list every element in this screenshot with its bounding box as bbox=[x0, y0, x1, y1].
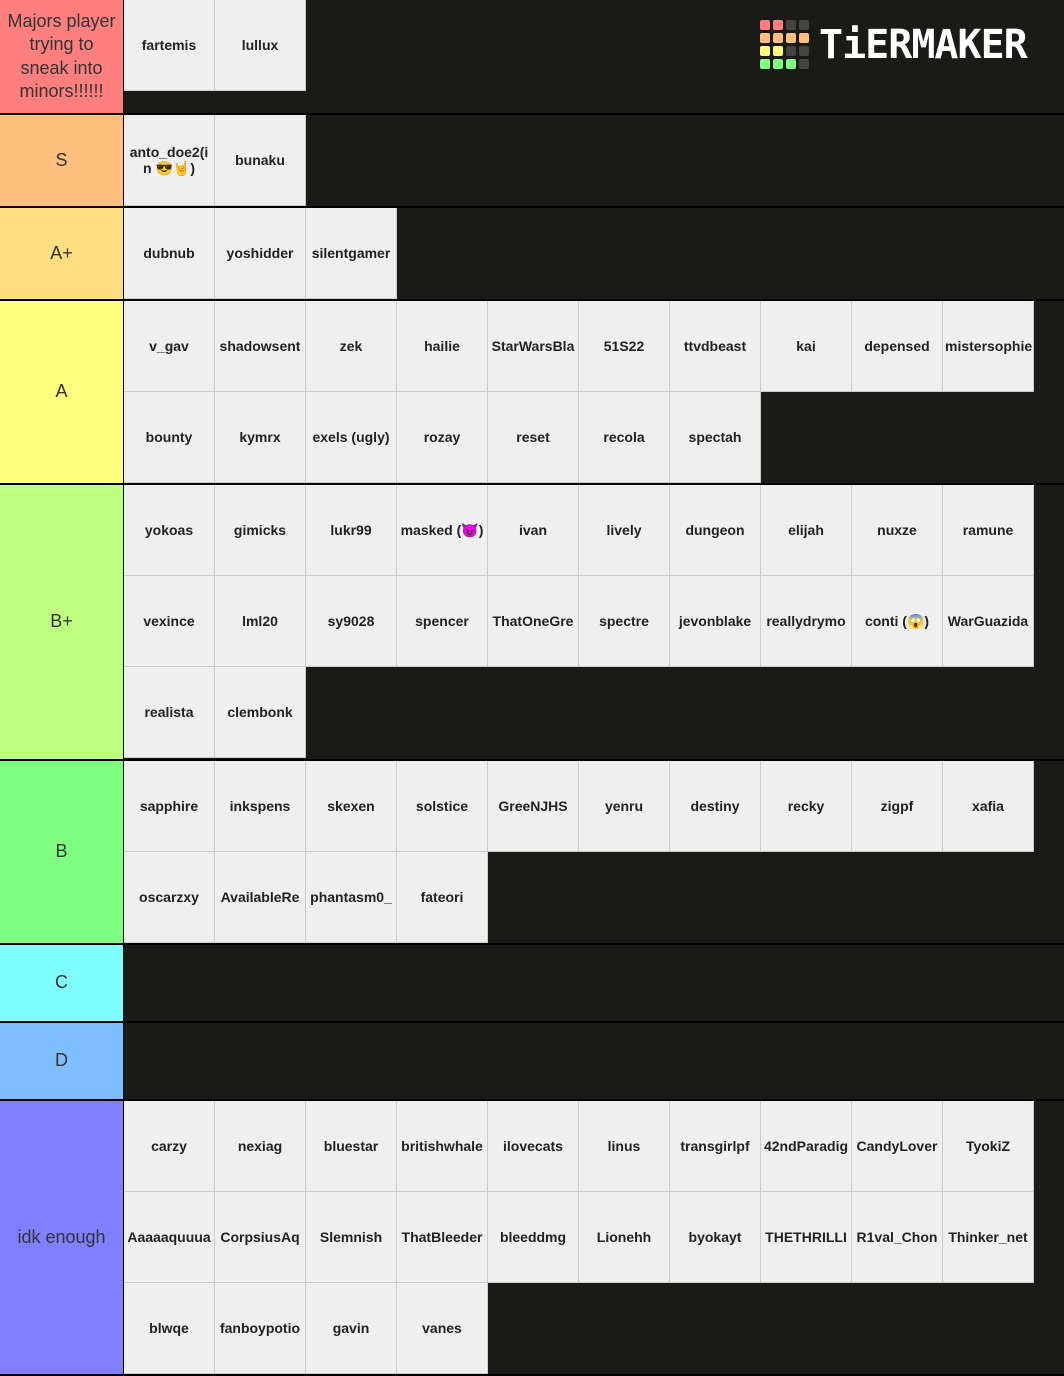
tier-item[interactable]: fartemis bbox=[124, 0, 215, 91]
tier-row bbox=[0, 761, 1064, 945]
tier-item[interactable]: fateori bbox=[397, 852, 488, 943]
tier-item[interactable]: elijah bbox=[761, 485, 852, 576]
logo-square bbox=[799, 33, 809, 43]
logo-text: TiERMAKER bbox=[819, 21, 1027, 68]
tier-item[interactable]: sy9028 bbox=[306, 576, 397, 667]
tier-label[interactable]: A+ bbox=[0, 208, 124, 299]
tier-item[interactable]: dungeon bbox=[670, 485, 761, 576]
tier-item[interactable]: yokoas bbox=[124, 485, 215, 576]
tier-item[interactable]: phantasm0_ bbox=[306, 852, 397, 943]
tier-item[interactable]: recola bbox=[579, 392, 670, 483]
tier-item[interactable]: ilovecats bbox=[488, 1101, 579, 1192]
tier-item[interactable]: 51S22 bbox=[579, 301, 670, 392]
tier-item[interactable]: clembonk bbox=[215, 667, 306, 758]
tier-item[interactable]: CorpsiusAq bbox=[215, 1192, 306, 1283]
tier-item[interactable]: conti (😱) bbox=[852, 576, 943, 667]
logo-square bbox=[799, 59, 809, 69]
tier-label[interactable]: C bbox=[0, 945, 124, 1021]
tiermaker-logo[interactable] bbox=[760, 20, 1027, 69]
tier-row bbox=[0, 945, 1064, 1023]
tier-item[interactable]: depensed bbox=[852, 301, 943, 392]
tier-row bbox=[0, 115, 1064, 208]
tier-items bbox=[124, 208, 1037, 299]
tier-item[interactable]: Thinker_net bbox=[943, 1192, 1034, 1283]
tier-item[interactable]: Slemnish bbox=[306, 1192, 397, 1283]
logo-square bbox=[760, 33, 770, 43]
logo-square bbox=[799, 46, 809, 56]
tier-row bbox=[0, 1101, 1064, 1376]
tier-item[interactable]: realista bbox=[124, 667, 215, 758]
logo-square bbox=[786, 59, 796, 69]
tier-item[interactable]: lullux bbox=[215, 0, 306, 91]
tier-item[interactable]: dubnub bbox=[124, 208, 215, 299]
tier-label[interactable]: B bbox=[0, 761, 124, 943]
tier-item[interactable]: Lionehh bbox=[579, 1192, 670, 1283]
tier-item[interactable]: yoshidder bbox=[215, 208, 306, 299]
tier-item[interactable]: shadowsent bbox=[215, 301, 306, 392]
tier-item[interactable]: nuxze bbox=[852, 485, 943, 576]
logo-square bbox=[760, 59, 770, 69]
tier-item[interactable]: lively bbox=[579, 485, 670, 576]
tier-item[interactable]: bounty bbox=[124, 392, 215, 483]
tier-item[interactable]: anto_doe2(in 😎🤘) bbox=[124, 115, 215, 206]
tier-items bbox=[124, 301, 1037, 483]
tier-item[interactable]: recky bbox=[761, 761, 852, 852]
tier-item[interactable]: sapphire bbox=[124, 761, 215, 852]
tier-item[interactable]: hailie bbox=[397, 301, 488, 392]
tier-item[interactable]: rozay bbox=[397, 392, 488, 483]
tier-item[interactable]: yenru bbox=[579, 761, 670, 852]
tier-item[interactable]: ThatBleeder bbox=[397, 1192, 488, 1283]
tier-item[interactable]: solstice bbox=[397, 761, 488, 852]
tier-item[interactable]: lukr99 bbox=[306, 485, 397, 576]
tier-item[interactable]: TyokiZ bbox=[943, 1101, 1034, 1192]
tier-item[interactable]: kai bbox=[761, 301, 852, 392]
logo-square bbox=[773, 33, 783, 43]
tier-item[interactable]: AvailableRe bbox=[215, 852, 306, 943]
tier-item[interactable]: vanes bbox=[397, 1283, 488, 1374]
logo-square bbox=[786, 33, 796, 43]
tier-label[interactable]: S bbox=[0, 115, 124, 206]
tier-label[interactable]: idk enough bbox=[0, 1101, 124, 1374]
logo-square bbox=[760, 46, 770, 56]
tier-item[interactable]: oscarzxy bbox=[124, 852, 215, 943]
tier-items bbox=[124, 115, 1037, 206]
tier-item[interactable]: byokayt bbox=[670, 1192, 761, 1283]
tier-label[interactable]: A bbox=[0, 301, 124, 483]
tier-item[interactable]: exels (ugly) bbox=[306, 392, 397, 483]
logo-square bbox=[773, 20, 783, 30]
tier-item[interactable]: ThatOneGre bbox=[488, 576, 579, 667]
tier-item[interactable]: linus bbox=[579, 1101, 670, 1192]
logo-grid-icon bbox=[760, 20, 809, 69]
tier-item[interactable]: spectre bbox=[579, 576, 670, 667]
logo-square bbox=[760, 20, 770, 30]
tier-items bbox=[124, 1101, 1037, 1374]
tier-label[interactable]: Majors player trying to sneak into minors!!!!!! bbox=[0, 0, 124, 113]
logo-square bbox=[773, 46, 783, 56]
tier-item[interactable]: Aaaaaquuua bbox=[124, 1192, 215, 1283]
tier-item[interactable]: transgirlpf bbox=[670, 1101, 761, 1192]
tier-item[interactable]: zigpf bbox=[852, 761, 943, 852]
tier-label[interactable]: B+ bbox=[0, 485, 124, 759]
tier-item[interactable]: THETHRILLI bbox=[761, 1192, 852, 1283]
logo-square bbox=[786, 20, 796, 30]
tier-item[interactable]: spencer bbox=[397, 576, 488, 667]
tier-item[interactable]: bluestar bbox=[306, 1101, 397, 1192]
tier-label[interactable]: D bbox=[0, 1023, 124, 1099]
tier-item[interactable]: WarGuazida bbox=[943, 576, 1034, 667]
tier-item[interactable]: silentgamer bbox=[306, 208, 397, 299]
tier-item[interactable]: fanboypotio bbox=[215, 1283, 306, 1374]
tier-item[interactable]: reset bbox=[488, 392, 579, 483]
tier-item[interactable]: skexen bbox=[306, 761, 397, 852]
tier-item[interactable]: jevonblake bbox=[670, 576, 761, 667]
tier-item[interactable]: ramune bbox=[943, 485, 1034, 576]
tier-item[interactable]: ivan bbox=[488, 485, 579, 576]
logo-square bbox=[773, 59, 783, 69]
tier-items bbox=[124, 1023, 1037, 1099]
tier-item[interactable]: spectah bbox=[670, 392, 761, 483]
tier-item[interactable]: CandyLover bbox=[852, 1101, 943, 1192]
tier-item[interactable]: gimicks bbox=[215, 485, 306, 576]
tier-item[interactable]: 42ndParadig bbox=[761, 1101, 852, 1192]
tier-row bbox=[0, 301, 1064, 485]
logo-square bbox=[799, 20, 809, 30]
tier-item[interactable]: R1val_Chon bbox=[852, 1192, 943, 1283]
tier-row bbox=[0, 1023, 1064, 1101]
tier-item[interactable]: GreeNJHS bbox=[488, 761, 579, 852]
tier-items bbox=[124, 485, 1037, 759]
logo-square bbox=[786, 46, 796, 56]
tier-item[interactable]: StarWarsBla bbox=[488, 301, 579, 392]
tier-item[interactable]: nexiag bbox=[215, 1101, 306, 1192]
tier-item[interactable]: v_gav bbox=[124, 301, 215, 392]
tier-item[interactable]: britishwhale bbox=[397, 1101, 488, 1192]
tier-item[interactable]: destiny bbox=[670, 761, 761, 852]
tier-item[interactable]: blwqe bbox=[124, 1283, 215, 1374]
tier-item[interactable]: zek bbox=[306, 301, 397, 392]
tier-item[interactable]: reallydrymo bbox=[761, 576, 852, 667]
tier-item[interactable]: bleeddmg bbox=[488, 1192, 579, 1283]
tier-item[interactable]: lml20 bbox=[215, 576, 306, 667]
tier-item[interactable]: inkspens bbox=[215, 761, 306, 852]
tier-item[interactable]: gavin bbox=[306, 1283, 397, 1374]
tier-items bbox=[124, 945, 1037, 1021]
tier-row bbox=[0, 485, 1064, 761]
tier-row bbox=[0, 208, 1064, 301]
tier-item[interactable]: mistersophie bbox=[943, 301, 1034, 392]
tier-item[interactable]: vexince bbox=[124, 576, 215, 667]
tier-item[interactable]: masked (😈) bbox=[397, 485, 488, 576]
tier-item[interactable]: kymrx bbox=[215, 392, 306, 483]
tier-item[interactable]: carzy bbox=[124, 1101, 215, 1192]
tier-item[interactable]: ttvdbeast bbox=[670, 301, 761, 392]
tier-item[interactable]: xafia bbox=[943, 761, 1034, 852]
tier-items bbox=[124, 761, 1037, 943]
tier-item[interactable]: bunaku bbox=[215, 115, 306, 206]
